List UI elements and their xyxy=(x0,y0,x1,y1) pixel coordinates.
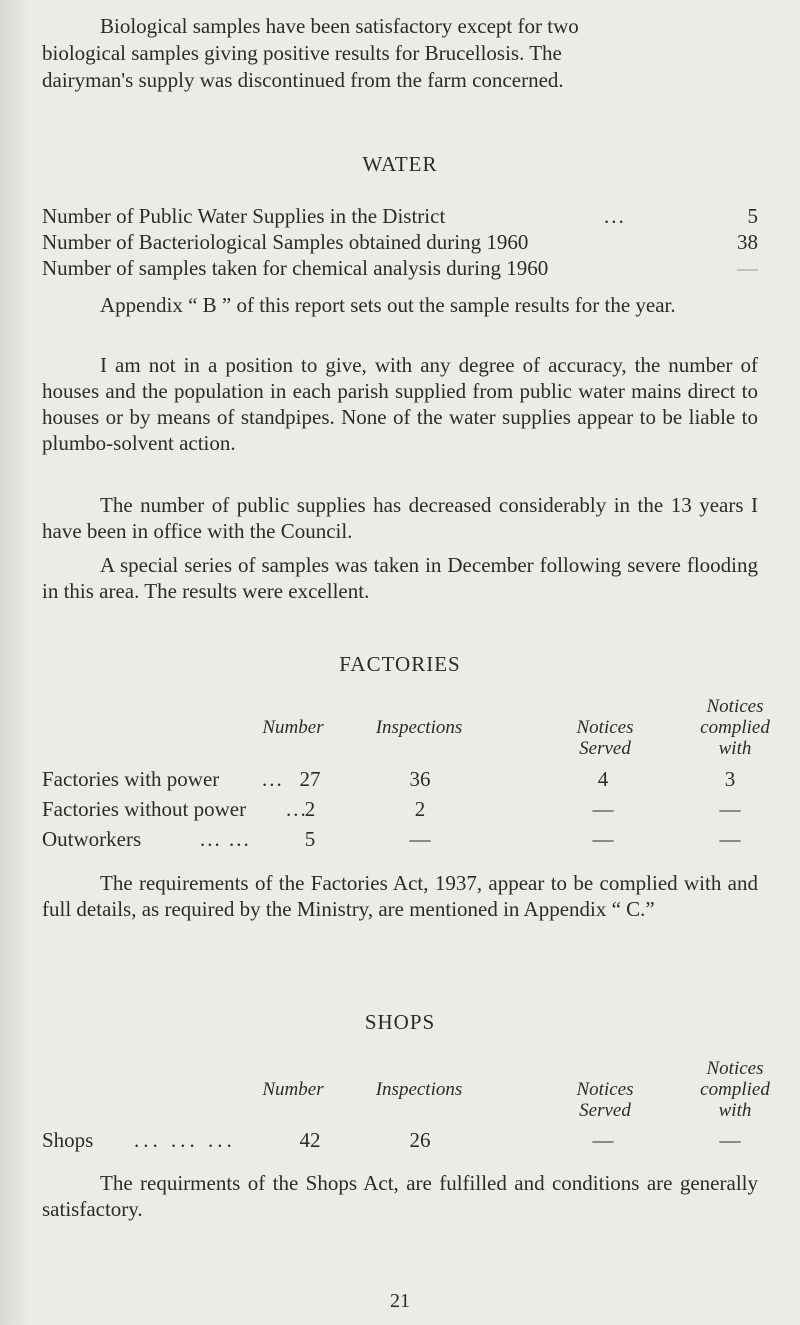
shops-note: The requirments of the Shops Act, are fulfilled and conditions are generally satisfactory. xyxy=(42,1171,758,1221)
water-stat-value: 38 xyxy=(737,230,758,254)
water-paragraph: The number of public supplies has decreased considerably in the 13 years I have been in office with the Council. xyxy=(42,493,758,543)
water-stat-row xyxy=(42,255,758,281)
row-label: Factories without power xyxy=(42,797,247,821)
cell-notices-complied: — xyxy=(719,1128,741,1152)
cell-inspections: 2 xyxy=(414,797,426,821)
cell-notices-complied: — xyxy=(719,797,741,821)
intro-line-1: Biological samples have been satisfactory except for two xyxy=(100,14,579,38)
cell-notices-served: — xyxy=(592,797,614,821)
column-header-inspections: Inspections xyxy=(375,717,463,738)
cell-notices-served: — xyxy=(592,827,614,851)
water-stat-value: 5 xyxy=(747,204,758,228)
column-header-number: Number xyxy=(262,717,324,738)
row-label: Shops xyxy=(42,1128,94,1152)
leader-dots: ... xyxy=(262,767,284,791)
cell-inspections: — xyxy=(409,827,431,851)
intro-line-2: biological samples giving positive results for Brucellosis. The xyxy=(42,41,562,65)
cell-number: 2 xyxy=(304,797,316,821)
water-stat-label: Number of Bacteriological Samples obtained during 1960 xyxy=(42,230,529,254)
leader-dots: ... ... ... xyxy=(134,1128,236,1152)
shops-heading: SHOPS xyxy=(364,1010,436,1034)
cell-number: 5 xyxy=(304,827,316,851)
factories-heading: FACTORIES xyxy=(339,652,461,676)
column-header-notices-served: Notices Served xyxy=(576,1079,634,1121)
water-stat-row xyxy=(42,203,758,229)
column-header-notices-complied: Notices complied with xyxy=(700,696,770,759)
leader-dots: ... xyxy=(286,797,308,821)
water-stat-label: Number of Public Water Supplies in the District xyxy=(42,204,446,228)
leader-dots: ... ... xyxy=(200,827,251,851)
column-header-number: Number xyxy=(262,1079,324,1100)
water-paragraph: I am not in a position to give, with any degree of accuracy, the number of houses and the population in each parish supplied from public water mains direct to houses or by means of standpipes. None of the water supplies appear to be liable to plumbo-solvent action. xyxy=(42,353,758,455)
cell-notices-served: — xyxy=(592,1128,614,1152)
cell-notices-served: 4 xyxy=(597,767,609,791)
leader-dots: ... xyxy=(604,204,626,228)
factories-note: The requirements of the Factories Act, 1937, appear to be complied with and full details, as required by the Ministry, are mentioned in Appendix “ C.” xyxy=(42,871,758,921)
row-label: Factories with power xyxy=(42,767,220,791)
water-stat-value: — xyxy=(737,256,758,280)
column-header-notices-served: Notices Served xyxy=(576,717,634,759)
water-stat-label: Number of samples taken for chemical analysis during 1960 xyxy=(42,256,549,280)
row-label: Outworkers xyxy=(42,827,142,851)
water-stat-row xyxy=(42,229,758,255)
cell-number: 42 xyxy=(299,1128,321,1152)
cell-number: 27 xyxy=(299,767,321,791)
cell-notices-complied: — xyxy=(719,827,741,851)
water-paragraph: A special series of samples was taken in December following severe flooding in this area. The results were excellent. xyxy=(42,553,758,603)
cell-notices-complied: 3 xyxy=(724,767,736,791)
page-number: 21 xyxy=(390,1290,410,1312)
column-header-inspections: Inspections xyxy=(375,1079,463,1100)
intro-line-3: dairyman's supply was discontinued from the farm concerned. xyxy=(42,68,564,92)
column-header-notices-complied: Notices complied with xyxy=(700,1058,770,1121)
water-paragraph: Appendix “ B ” of this report sets out the sample results for the year. xyxy=(100,293,676,317)
cell-inspections: 26 xyxy=(409,1128,431,1152)
cell-inspections: 36 xyxy=(409,767,431,791)
water-heading: WATER xyxy=(362,152,438,176)
